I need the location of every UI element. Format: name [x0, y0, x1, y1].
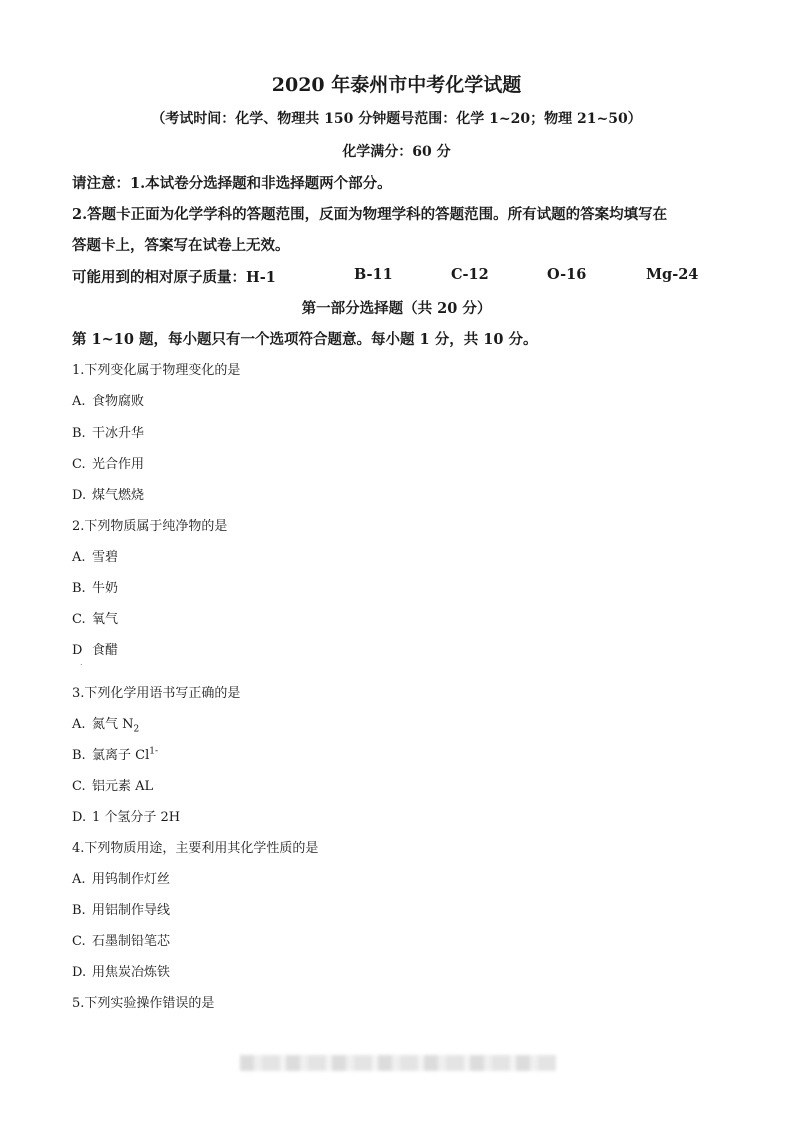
option-letter: A. — [72, 394, 86, 409]
option-letter: C. — [72, 457, 86, 472]
option-letter: D. — [72, 488, 87, 503]
option-letter: C. — [72, 612, 86, 627]
option-text: 光合作用 — [92, 457, 145, 472]
question-3-stem: 3.下列化学用语书写正确的是 — [72, 686, 241, 701]
option-text: 干冰升华 — [92, 426, 145, 441]
question-2-option-a — [72, 546, 118, 565]
mass-o: O-16 — [547, 266, 587, 283]
option-text: 用焦炭冶炼铁 — [92, 965, 171, 980]
full-marks: 化学满分：60 分 — [342, 144, 451, 160]
option-text: 雪碧 — [92, 550, 119, 565]
question-1-stem: 1.下列变化属于物理变化的是 — [72, 363, 241, 378]
question-4-option-d — [72, 961, 170, 980]
exam-subtitle: （考试时间：化学、物理共 150 分钟题号范围：化学 1~20；物理 21~50） — [151, 111, 642, 127]
atomic-masses — [0, 266, 793, 286]
question-4-option-a — [72, 868, 170, 887]
option-text: 石墨制铅笔芯 — [92, 934, 171, 949]
question-4-stem: 4.下列物质用途，主要利用其化学性质的是 — [72, 841, 319, 856]
question-5-stem: 5.下列实验操作错误的是 — [72, 996, 215, 1011]
option-text: 用钨制作灯丝 — [92, 872, 171, 887]
option-letter: B. — [72, 748, 86, 763]
option-text: 牛奶 — [92, 581, 119, 596]
option-text: 食醋 — [92, 643, 119, 658]
option-letter: D — [72, 643, 83, 658]
superscript: 1- — [149, 746, 159, 757]
mass-mg: Mg-24 — [646, 266, 699, 283]
note-2-line-2: 答题卡上，答案写在试卷上无效。 — [72, 237, 290, 254]
mass-b: B-11 — [354, 266, 393, 283]
question-2-option-c — [72, 608, 118, 627]
option-text: 铝元素 AL — [92, 779, 154, 794]
option-letter: B. — [72, 426, 86, 441]
option-letter: A. — [72, 550, 86, 565]
section-title: 第一部分选择题（共 20 分） — [301, 300, 492, 317]
option-text: 煤气燃烧 — [92, 488, 145, 503]
question-4-option-b — [72, 899, 170, 918]
atomic-masses-label: 可能用到的相对原子质量：H-1 — [72, 269, 276, 286]
question-1-option-c — [72, 453, 144, 472]
option-letter: C. — [72, 934, 86, 949]
option-letter: A. — [72, 717, 86, 732]
question-2-stem: 2.下列物质属于纯净物的是 — [72, 519, 228, 534]
option-text: 氧气 — [92, 612, 119, 627]
question-1-option-d — [72, 484, 144, 503]
option-letter: A. — [72, 872, 86, 887]
option-letter: D. — [72, 810, 87, 825]
exam-title: 2020 年泰州市中考化学试题 — [271, 74, 522, 96]
note-2-line-1: 2.答题卡正面为化学学科的答题范围，反面为物理学科的答题范围。所有试题的答案均填写在 — [72, 206, 668, 223]
mass-c: C-12 — [451, 266, 489, 283]
question-2-option-d — [72, 639, 118, 658]
option-text: 1 个氢分子 2H — [92, 810, 181, 825]
question-3-option-c — [72, 775, 153, 794]
option-letter: D. — [72, 965, 87, 980]
question-3-option-d — [72, 806, 180, 825]
option-text: 用铝制作导线 — [92, 903, 171, 918]
question-1-option-a — [72, 390, 144, 409]
question-3-option-a — [72, 713, 139, 735]
subscript: 2 — [133, 724, 140, 735]
option-letter: B. — [72, 581, 86, 596]
option-text: 食物腐败 — [92, 394, 145, 409]
stray-dot: . — [80, 658, 83, 667]
section-instruction: 第 1~10 题，每小题只有一个选项符合题意。每小题 1 分，共 10 分。 — [72, 331, 538, 348]
blurred-watermark — [240, 1055, 556, 1071]
option-letter: C. — [72, 779, 86, 794]
option-text: 氯离子 Cl — [92, 748, 150, 763]
question-1-option-b — [72, 422, 144, 441]
option-text: 氮气 N — [92, 717, 134, 732]
question-3-option-b — [72, 744, 158, 763]
note-1: 请注意：1.本试卷分选择题和非选择题两个部分。 — [72, 175, 392, 192]
question-2-option-b — [72, 577, 118, 596]
question-4-option-c — [72, 930, 170, 949]
option-letter: B. — [72, 903, 86, 918]
